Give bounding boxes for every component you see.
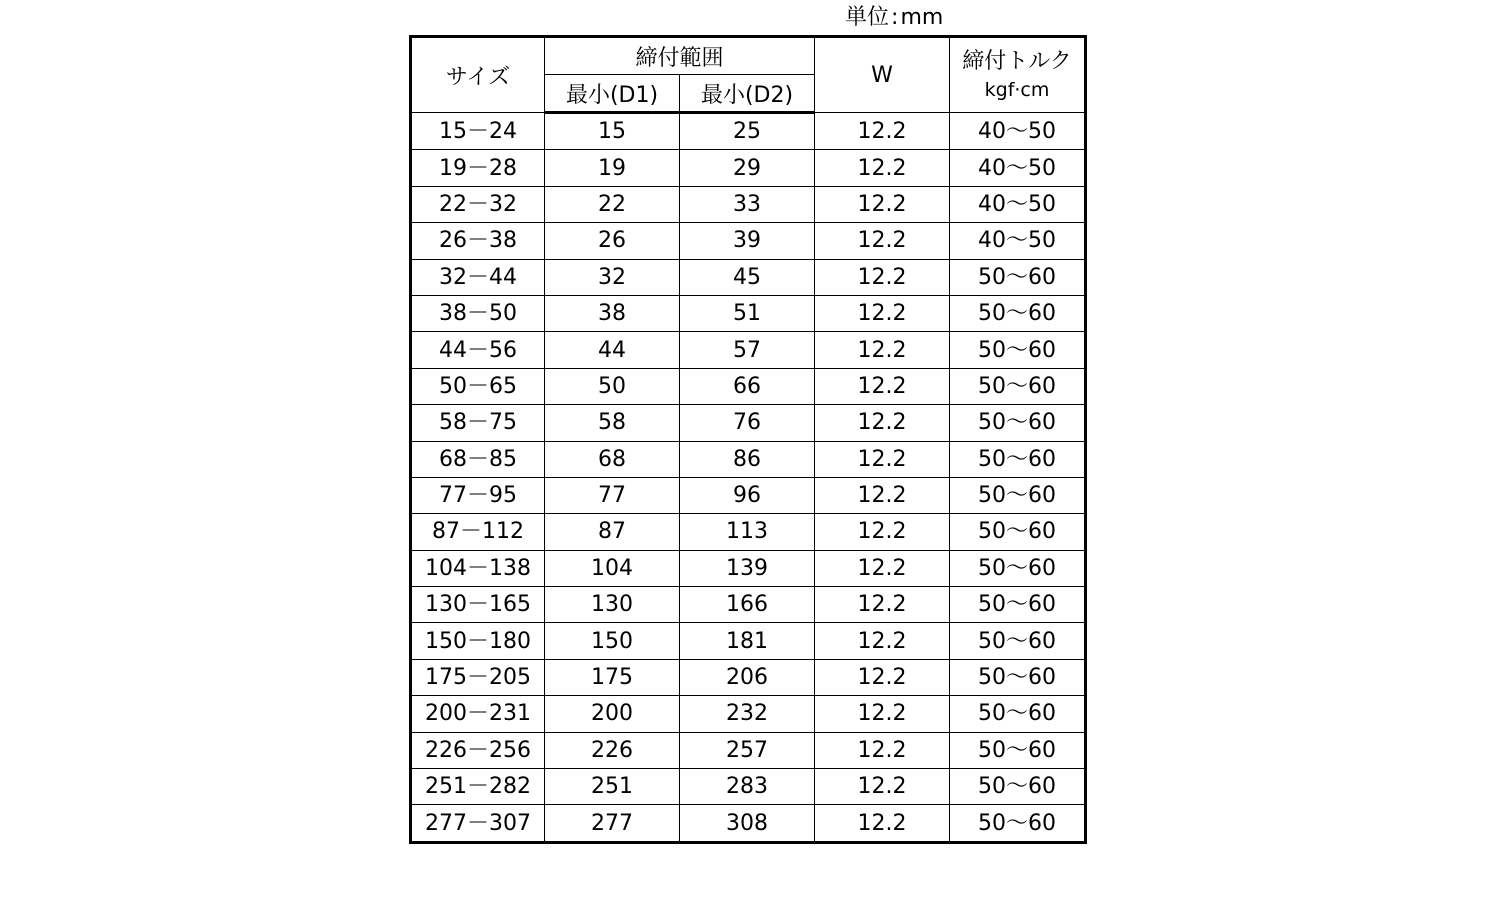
max-d2-cell: 166 <box>680 587 815 623</box>
table-row <box>411 441 1086 477</box>
max-d2-cell: 51 <box>680 295 815 331</box>
max-d2-cell: 25 <box>680 113 815 150</box>
table-row <box>411 259 1086 295</box>
w-cell: 12.2 <box>815 732 950 768</box>
max-d2-cell: 206 <box>680 659 815 695</box>
max-d2-cell: 308 <box>680 805 815 842</box>
min-d1-cell: 87 <box>545 514 680 550</box>
size-cell: 44－56 <box>411 332 545 368</box>
table-row <box>411 659 1086 695</box>
torque-cell: 50～60 <box>950 514 1086 550</box>
w-cell: 12.2 <box>815 332 950 368</box>
size-cell: 175－205 <box>411 659 545 695</box>
w-cell: 12.2 <box>815 223 950 259</box>
max-d2-cell: 57 <box>680 332 815 368</box>
size-cell: 104－138 <box>411 550 545 586</box>
min-d1-cell: 130 <box>545 587 680 623</box>
size-cell: 22－32 <box>411 186 545 222</box>
torque-cell: 50～60 <box>950 623 1086 659</box>
torque-cell: 50～60 <box>950 368 1086 404</box>
torque-cell: 50～60 <box>950 769 1086 805</box>
w-cell: 12.2 <box>815 186 950 222</box>
size-cell: 251－282 <box>411 769 545 805</box>
size-cell: 226－256 <box>411 732 545 768</box>
size-cell: 38－50 <box>411 295 545 331</box>
max-d2-cell: 39 <box>680 223 815 259</box>
table-row <box>411 769 1086 805</box>
torque-cell: 50～60 <box>950 659 1086 695</box>
w-cell: 12.2 <box>815 405 950 441</box>
max-d2-cell: 33 <box>680 186 815 222</box>
table-row <box>411 223 1086 259</box>
table-row <box>411 514 1086 550</box>
min-d1-cell: 150 <box>545 623 680 659</box>
w-cell: 12.2 <box>815 769 950 805</box>
min-d1-cell: 50 <box>545 368 680 404</box>
w-header: W <box>815 37 950 113</box>
torque-cell: 50～60 <box>950 587 1086 623</box>
table-row <box>411 477 1086 513</box>
size-cell: 130－165 <box>411 587 545 623</box>
torque-cell: 50～60 <box>950 259 1086 295</box>
min-d1-cell: 68 <box>545 441 680 477</box>
min-d1-header: 最小(D1) <box>545 75 680 113</box>
table-row <box>411 150 1086 186</box>
torque-cell: 50～60 <box>950 477 1086 513</box>
max-d2-cell: 113 <box>680 514 815 550</box>
unit-value: mm <box>900 5 944 30</box>
header-row-1 <box>411 37 1086 75</box>
max-d2-cell: 283 <box>680 769 815 805</box>
torque-cell: 50～60 <box>950 732 1086 768</box>
size-cell: 77－95 <box>411 477 545 513</box>
min-d1-cell: 58 <box>545 405 680 441</box>
range-group-header: 締付範囲 <box>545 37 815 75</box>
w-cell: 12.2 <box>815 368 950 404</box>
min-d1-cell: 32 <box>545 259 680 295</box>
size-cell: 68－85 <box>411 441 545 477</box>
min-d1-cell: 44 <box>545 332 680 368</box>
min-d1-cell: 226 <box>545 732 680 768</box>
torque-cell: 50～60 <box>950 550 1086 586</box>
size-cell: 200－231 <box>411 696 545 732</box>
table-row <box>411 186 1086 222</box>
torque-cell: 40～50 <box>950 150 1086 186</box>
min-d1-cell: 19 <box>545 150 680 186</box>
table-row <box>411 587 1086 623</box>
size-header: サイズ <box>411 37 545 113</box>
max-d2-cell: 66 <box>680 368 815 404</box>
w-cell: 12.2 <box>815 696 950 732</box>
min-d1-cell: 77 <box>545 477 680 513</box>
torque-cell: 40～50 <box>950 186 1086 222</box>
size-cell: 26－38 <box>411 223 545 259</box>
w-cell: 12.2 <box>815 805 950 842</box>
torque-cell: 40～50 <box>950 223 1086 259</box>
table-row <box>411 732 1086 768</box>
min-d1-cell: 200 <box>545 696 680 732</box>
w-cell: 12.2 <box>815 259 950 295</box>
torque-cell: 50～60 <box>950 332 1086 368</box>
spec-table <box>409 35 1087 844</box>
table-row <box>411 332 1086 368</box>
table-header <box>411 37 1086 113</box>
table-row <box>411 368 1086 404</box>
unit-note <box>845 4 943 32</box>
size-cell: 32－44 <box>411 259 545 295</box>
min-d1-cell: 22 <box>545 186 680 222</box>
torque-cell: 40～50 <box>950 113 1086 150</box>
max-d2-cell: 96 <box>680 477 815 513</box>
w-cell: 12.2 <box>815 514 950 550</box>
min-d1-cell: 251 <box>545 769 680 805</box>
max-d2-cell: 257 <box>680 732 815 768</box>
max-d2-cell: 232 <box>680 696 815 732</box>
torque-cell: 50～60 <box>950 441 1086 477</box>
size-cell: 58－75 <box>411 405 545 441</box>
size-cell: 277－307 <box>411 805 545 842</box>
size-cell: 50－65 <box>411 368 545 404</box>
table-row <box>411 405 1086 441</box>
unit-label: 単位 <box>845 5 890 30</box>
w-cell: 12.2 <box>815 623 950 659</box>
size-cell: 87－112 <box>411 514 545 550</box>
max-d2-cell: 45 <box>680 259 815 295</box>
unit-separator: : <box>891 5 899 30</box>
max-d2-cell: 29 <box>680 150 815 186</box>
max-d2-cell: 86 <box>680 441 815 477</box>
max-d2-cell: 139 <box>680 550 815 586</box>
max-d2-cell: 76 <box>680 405 815 441</box>
size-cell: 150－180 <box>411 623 545 659</box>
torque-header <box>950 37 1086 113</box>
max-d2-header: 最小(D2) <box>680 75 815 113</box>
min-d1-cell: 175 <box>545 659 680 695</box>
torque-cell: 50～60 <box>950 805 1086 842</box>
min-d1-cell: 38 <box>545 295 680 331</box>
table-row <box>411 113 1086 150</box>
min-d1-cell: 15 <box>545 113 680 150</box>
w-cell: 12.2 <box>815 477 950 513</box>
size-cell: 15－24 <box>411 113 545 150</box>
torque-header-label: 締付トルク <box>962 49 1072 74</box>
min-d1-cell: 26 <box>545 223 680 259</box>
torque-cell: 50～60 <box>950 405 1086 441</box>
w-cell: 12.2 <box>815 659 950 695</box>
table-row <box>411 295 1086 331</box>
table-row <box>411 696 1086 732</box>
w-cell: 12.2 <box>815 113 950 150</box>
w-cell: 12.2 <box>815 150 950 186</box>
torque-cell: 50～60 <box>950 696 1086 732</box>
w-cell: 12.2 <box>815 550 950 586</box>
size-cell: 19－28 <box>411 150 545 186</box>
max-d2-cell: 181 <box>680 623 815 659</box>
w-cell: 12.2 <box>815 295 950 331</box>
w-cell: 12.2 <box>815 441 950 477</box>
min-d1-cell: 277 <box>545 805 680 842</box>
w-cell: 12.2 <box>815 587 950 623</box>
table-row <box>411 550 1086 586</box>
table-row <box>411 623 1086 659</box>
torque-header-unit: kgf·cm <box>984 79 1050 101</box>
table-body <box>411 113 1086 843</box>
torque-cell: 50～60 <box>950 295 1086 331</box>
table-row <box>411 805 1086 842</box>
min-d1-cell: 104 <box>545 550 680 586</box>
